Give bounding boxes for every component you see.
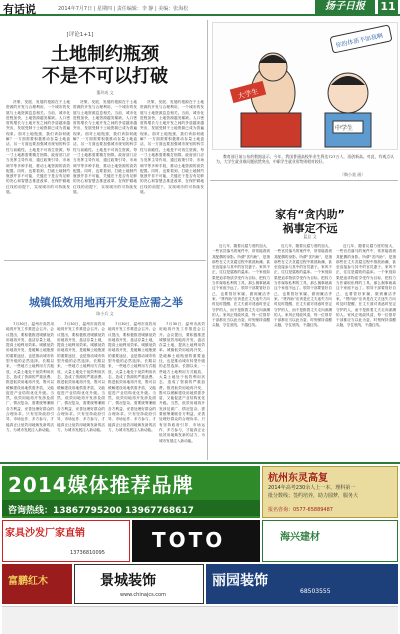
- main-headline-line2: 不是不可以打破: [42, 66, 168, 87]
- newspaper-logo: 扬子日报: [315, 0, 375, 14]
- liyuan-ad-tel: 68503555: [300, 588, 331, 595]
- media-ad-phones: 咨询热线：13867795200 13967768617: [8, 506, 194, 516]
- third-article-col1: 近几年，随着反腐力度的加大，一些官员落马的案件中，常常能看到其配偶的身影。所谓“贪内助”，是指那些在丈夫贪腐过程中推波助澜、甚至直接参与其中的官员妻子。家风不正，往往是腐败的温床。一个家庭如果把追求物质享受作为目标，把权力当作谋取私利的工具，那么祸事就离这个家庭不远了。领导干部要管好自己，也要管好家属，做到廉洁齐家。“贤内助”应该是在丈夫迷失方向时及时提醒、在丈夫面对诱惑时坚定守护的人，而不是推着丈夫走向深渊的人。家风正则政风清，每一位领导干部都应当以此为鉴，时刻保持清醒头脑，守住底线，不越红线。: [212, 244, 270, 328]
- school-ad-line2: 批分数线；签约培养，助力圆梦，服务大: [268, 493, 359, 499]
- main-article-author: 董玲成 文: [96, 90, 114, 95]
- media-ad-title: 2014媒体推荐品牌: [8, 473, 194, 497]
- third-headline-line1: 家有“贪内助”: [275, 208, 345, 221]
- main-article-col3: 决策、发展、发展的根源在于土地资源的开发与合理利用，一个城市的发展与土地资源息息相关。当前，城市化进程加快，土地资源越发稀缺。人口密度的增长与土地开发之间的矛盾越来越突出，发展受制于土地资源已成为普遍现象。面对土地瓶颈，我们该如何破解？一方面需要积极推动存量土地盘活，另一方面也要加强城市规划的科学性与前瞻性。土地是不可再生资源，每一寸土地都需要精打细算。政府部门应当发挥主导作用，通过政策引导、市场调节等多种手段，推动土地资源的高效配置。同时，也要看到，打破土地制约瓶颈并非不可能，关键在于是否有足够的决心和智慧去推进改革，在保护耕地红线的前提下，实现城市的可持续发展。: [140, 100, 204, 195]
- cartoon-label-college: 大学生: [236, 87, 260, 101]
- cartoon-illustration: [212, 22, 398, 150]
- page-number: 11: [378, 0, 398, 14]
- section-title: 有话说: [3, 3, 36, 16]
- cartoon-caption: 教育部日前公布的数据显示，今年，我国普通高校毕业生将达727万人，再创新高。对此，有观点认为，大学生就业难问题依然突出，中职学生就业形势则相对较好。: [216, 154, 394, 165]
- header-meta: 2014年7月7日 | 星期四 | 责任编辑：李 静 | 美编：张海松: [58, 6, 189, 12]
- jingcheng-ad-title: 景城装饰: [100, 573, 156, 589]
- second-article-col1: 7月30日，温州市高效用地再开发工作推进会召开。会议提出，要积极推进城镇低效用地再开发，盘活存量土地，提高土地利用效率。城镇低效用地再开发，是破解土地瓶颈的重要途径，也是推动城市转型升级的必然选择。长期以来，一些地方土地利用方式粗放，大量土地处于低效利用状态，造成了资源的严重浪费。推进低效用地再开发，既可以缓解建设用地供需矛盾，又能促进产业结构优化升级。当然，低效用地再开发涉及面广、情况复杂，需要统筹兼顾各方利益，妥善处理好群众的合理诉求。只有坚持政府引导、市场运作、多方参与，才能真正让低效用地焕发新的活力，为城市发展注入新动能。: [6, 322, 54, 432]
- furniture-ad-title: 家具沙发厂家直销: [5, 528, 85, 539]
- cartoon-speech: 你的体质不如我啊: [335, 32, 384, 50]
- section-divider-right: [210, 180, 398, 181]
- cartoon-label-middle: 中学生: [335, 125, 354, 132]
- cartoon-credit: （陶小莫 画）: [340, 172, 366, 177]
- furniture-ad-phone: 13736810095: [70, 550, 105, 556]
- second-article-col3: 7月30日，温州市高效用地再开发工作推进会召开。会议提出，要积极推进城镇低效用地再开发，盘活存量土地，提高土地利用效率。城镇低效用地再开发，是破解土地瓶颈的重要途径，也是推动城市转型升级的必然选择。长期以来，一些地方土地利用方式粗放，大量土地处于低效利用状态，造成了资源的严重浪费。推进低效用地再开发，既可以缓解建设用地供需矛盾，又能促进产业结构优化升级。当然，低效用地再开发涉及面广、情况复杂，需要统筹兼顾各方利益，妥善处理好群众的合理诉求。只有坚持政府引导、市场运作、多方参与，才能真正让低效用地焕发新的活力，为城市发展注入新动能。: [108, 322, 156, 432]
- building-ad-title: 海兴建材: [280, 532, 320, 543]
- liyuan-ad-title: 丽园装饰: [212, 573, 268, 589]
- article-kicker: [评论1+1]: [66, 32, 94, 38]
- second-article-col2: 7月30日，温州市高效用地再开发工作推进会召开。会议提出，要积极推进城镇低效用地再开发，盘活存量土地，提高土地利用效率。城镇低效用地再开发，是破解土地瓶颈的重要途径，也是推动城市转型升级的必然选择。长期以来，一些地方土地利用方式粗放，大量土地处于低效利用状态，造成了资源的严重浪费。推进低效用地再开发，既可以缓解建设用地供需矛盾，又能促进产业结构优化升级。当然，低效用地再开发涉及面广、情况复杂，需要统筹兼顾各方利益，妥善处理好群众的合理诉求。只有坚持政府引导、市场运作、多方参与，才能真正让低效用地焕发新的活力，为城市发展注入新动能。: [57, 322, 105, 432]
- bottom-ad-strip[interactable]: [2, 606, 398, 634]
- school-ad-line1: 2014年高考230余人上一本、理科第一: [268, 485, 356, 491]
- second-article-author: 陈小兵 文: [96, 311, 114, 316]
- toto-ad-logo: TOTO: [152, 528, 226, 552]
- jingcheng-ad-web: www.chinajcs.com: [120, 592, 166, 598]
- ads-divider: [0, 462, 400, 464]
- third-article-col2: 近几年，随着反腐力度的加大，一些官员落马的案件中，常常能看到其配偶的身影。所谓“贪内助”，是指那些在丈夫贪腐过程中推波助澜、甚至直接参与其中的官员妻子。家风不正，往往是腐败的温床。一个家庭如果把追求物质享受作为目标，把权力当作谋取私利的工具，那么祸事就离这个家庭不远了。领导干部要管好自己，也要管好家属，做到廉洁齐家。“贤内助”应该是在丈夫迷失方向时及时提醒、在丈夫面对诱惑时坚定守护的人，而不是推着丈夫走向深渊的人。家风正则政风清，每一位领导干部都应当以此为鉴，时刻保持清醒头脑，守住底线，不越红线。: [274, 244, 332, 328]
- school-ad-contact: 报名咨询：0577-65889487: [268, 507, 333, 513]
- third-headline-line2: 祸事定不远: [282, 222, 338, 235]
- second-article-col4: 7月30日，温州市高效用地再开发工作推进会召开。会议提出，要积极推进城镇低效用地再开发，盘活存量土地，提高土地利用效率。城镇低效用地再开发，是破解土地瓶颈的重要途径，也是推动城市转型升级的必然选择。长期以来，一些地方土地利用方式粗放，大量土地处于低效利用状态，造成了资源的严重浪费。推进低效用地再开发，既可以缓解建设用地供需矛盾，又能促进产业结构优化升级。当然，低效用地再开发涉及面广、情况复杂，需要统筹兼顾各方利益，妥善处理好群众的合理诉求。只有坚持政府引导、市场运作、多方参与，才能真正让低效用地焕发新的活力，为城市发展注入新动能。: [159, 322, 205, 443]
- column-divider: [207, 20, 208, 460]
- second-headline: 城镇低效用地再开发是应需之举: [29, 296, 183, 309]
- redwood-ad-title: 富鹏红木: [8, 576, 48, 587]
- school-ad-title: 杭州东灵高复: [268, 473, 328, 484]
- section-divider: [4, 260, 206, 261]
- third-article-author: 蓝总 文: [303, 234, 317, 239]
- main-headline-line1: 土地制约瓶颈: [51, 44, 159, 65]
- main-article-col2: 决策、发展、发展的根源在于土地资源的开发与合理利用，一个城市的发展与土地资源息息相关。当前，城市化进程加快，土地资源越发稀缺。人口密度的增长与土地开发之间的矛盾越来越突出，发展受制于土地资源已成为普遍现象。面对土地瓶颈，我们该如何破解？一方面需要积极推动存量土地盘活，另一方面也要加强城市规划的科学性与前瞻性。土地是不可再生资源，每一寸土地都需要精打细算。政府部门应当发挥主导作用，通过政策引导、市场调节等多种手段，推动土地资源的高效配置。同时，也要看到，打破土地制约瓶颈并非不可能，关键在于是否有足够的决心和智慧去推进改革，在保护耕地红线的前提下，实现城市的可持续发展。: [73, 100, 137, 195]
- third-article-col3: 近几年，随着反腐力度的加大，一些官员落马的案件中，常常能看到其配偶的身影。所谓“贪内助”，是指那些在丈夫贪腐过程中推波助澜、甚至直接参与其中的官员妻子。家风不正，往往是腐败的温床。一个家庭如果把追求物质享受作为目标，把权力当作谋取私利的工具，那么祸事就离这个家庭不远了。领导干部要管好自己，也要管好家属，做到廉洁齐家。“贤内助”应该是在丈夫迷失方向时及时提醒、在丈夫面对诱惑时坚定守护的人，而不是推着丈夫走向深渊的人。家风正则政风清，每一位领导干部都应当以此为鉴，时刻保持清醒头脑，守住底线，不越红线。: [336, 244, 396, 328]
- main-article-col1: 决策、发展、发展的根源在于土地资源的开发与合理利用，一个城市的发展与土地资源息息相关。当前，城市化进程加快，土地资源越发稀缺。人口密度的增长与土地开发之间的矛盾越来越突出，发展受制于土地资源已成为普遍现象。面对土地瓶颈，我们该如何破解？一方面需要积极推动存量土地盘活，另一方面也要加强城市规划的科学性与前瞻性。土地是不可再生资源，每一寸土地都需要精打细算。政府部门应当发挥主导作用，通过政策引导、市场调节等多种手段，推动土地资源的高效配置。同时，也要看到，打破土地制约瓶颈并非不可能，关键在于是否有足够的决心和智慧去推进改革，在保护耕地红线的前提下，实现城市的可持续发展。: [6, 100, 70, 195]
